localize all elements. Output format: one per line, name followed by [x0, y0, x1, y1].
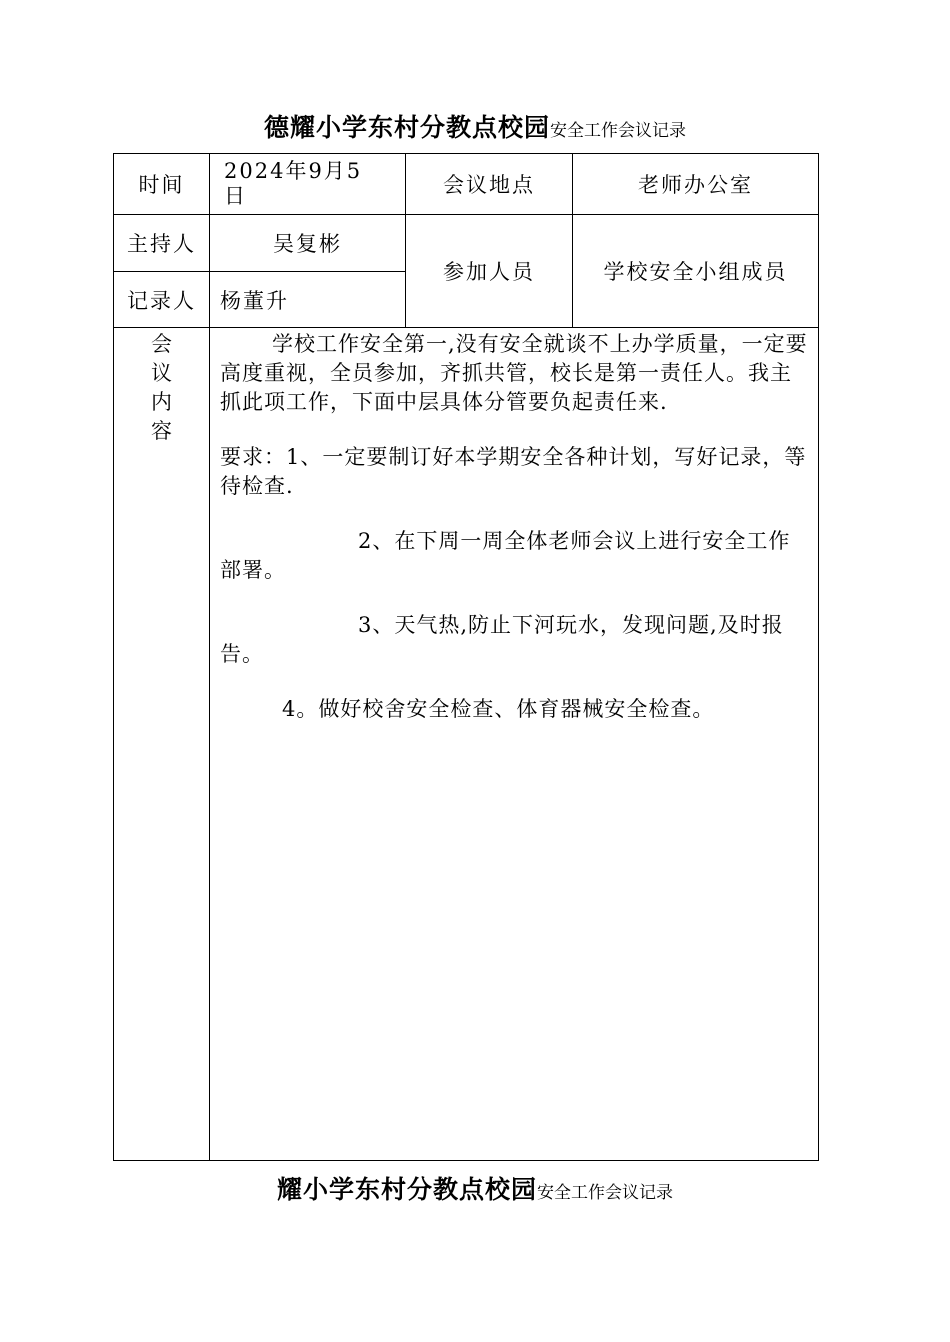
time-row — [114, 154, 819, 215]
time-value-line1: 2024年9月5 — [224, 159, 363, 183]
participants-label: 参加人员 — [406, 215, 573, 328]
content-requirement-2: 2、在下周一周全体老师会议上进行安全工作部署。 — [220, 529, 791, 582]
footer-title — [0, 1170, 950, 1206]
meeting-record-table — [113, 153, 819, 1161]
content-label-char: 容 — [151, 419, 172, 443]
content-label-char: 议 — [151, 361, 172, 385]
host-value: 吴复彬 — [210, 215, 406, 272]
page-title — [0, 108, 950, 144]
meeting-content — [210, 328, 819, 1161]
time-value — [210, 154, 406, 215]
footer-title-suffix: 安全工作会议记录 — [537, 1183, 673, 1203]
location-value: 老师办公室 — [573, 154, 819, 215]
page-title-suffix: 安全工作会议记录 — [550, 121, 686, 141]
content-label — [114, 328, 210, 1161]
time-label: 时间 — [114, 154, 210, 215]
recorder-label: 记录人 — [114, 272, 210, 328]
host-row — [114, 215, 819, 272]
content-label-char: 会 — [151, 332, 172, 356]
location-label: 会议地点 — [406, 154, 573, 215]
time-value-line2: 日 — [224, 184, 247, 208]
content-requirement-1: 要求：1、一定要制订好本学期安全各种计划，写好记录，等待检查. — [220, 445, 807, 498]
footer-title-main: 耀小学东村分教点校园 — [276, 1175, 537, 1204]
recorder-value: 杨董升 — [210, 272, 406, 328]
content-row — [114, 328, 819, 1161]
content-intro: 学校工作安全第一,没有安全就谈不上办学质量，一定要高度重视，全员参加，齐抓共管，校长是第一责任人。我主抓此项工作，下面中层具体分管要负起责任来. — [220, 332, 808, 414]
content-requirement-4: 4。做好校舍安全检查、体育器械安全检查。 — [282, 697, 715, 721]
content-label-char: 内 — [151, 390, 172, 414]
content-requirement-3: 3、天气热,防止下河玩水，发现问题,及时报告。 — [220, 613, 784, 666]
participants-value: 学校安全小组成员 — [573, 215, 819, 328]
page-title-main: 德耀小学东村分教点校园 — [263, 113, 550, 142]
host-label: 主持人 — [114, 215, 210, 272]
